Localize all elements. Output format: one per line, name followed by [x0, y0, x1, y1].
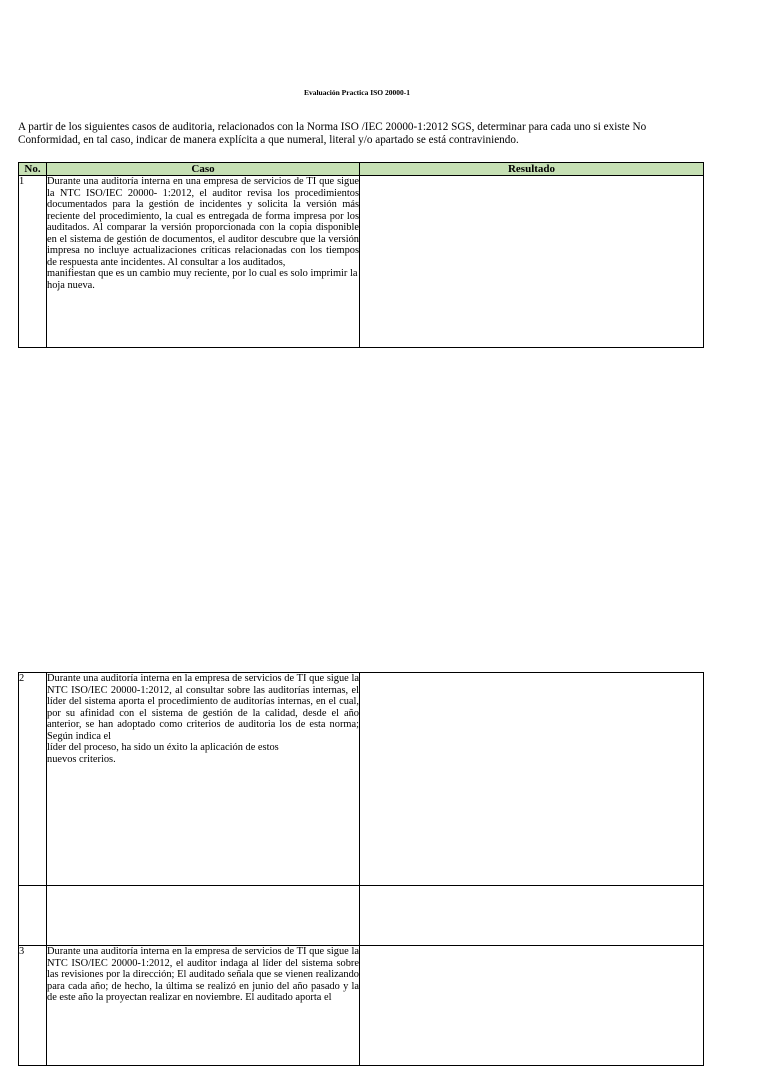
case-text-tail: manifiestan que es un cambio muy reciente, por lo cual es solo imprimir la hoja nueva. [47, 268, 358, 291]
intro-paragraph [18, 121, 708, 147]
table-header-row [19, 163, 704, 176]
table-row-empty [19, 886, 704, 946]
document-title: Evaluación Practica ISO 20000-1 [303, 88, 411, 97]
cases-table-continued [18, 672, 704, 1066]
result-cell[interactable] [360, 673, 704, 886]
case-number: 1 [19, 176, 47, 348]
case-text-body: Durante una auditoría interna en una empresa de servicios de TI que sigue la NTC ISO/IEC 20000- 1:2012, el auditor revisa los procedimientos documentados para la gestión de incidentes y solicita la versión más reciente del procedimiento, la cual es entregada de forma impresa por los auditados. Al comparar la versión proporcionada con la copia disponible en el sistema de gestión de documentos, el auditor descubre que la versión impresa no incluye actualizaciones críticas relacionadas con los tiempos de respuesta ante incidentes. Al consultar a los auditados, [47, 176, 359, 268]
case-number: 2 [19, 673, 47, 886]
table-row [19, 673, 704, 886]
header-resultado: Resultado [360, 163, 704, 176]
case-text-tail: nuevos criterios. [47, 753, 116, 765]
case-text-tail: líder del proceso, ha sido un éxito la aplicación de estos [47, 742, 279, 753]
empty-cell [19, 886, 47, 946]
cases-table [18, 162, 704, 348]
empty-cell [47, 886, 360, 946]
case-text [47, 673, 360, 886]
table-row [19, 176, 704, 348]
empty-result-cell[interactable] [360, 886, 704, 946]
result-cell[interactable] [360, 176, 704, 348]
case-text-body: Durante una auditoría interna en la empresa de servicios de TI que sigue la NTC ISO/IEC 20000-1:2012, al consultar sobre las auditorías internas, el líder del sistema aporta el procedimiento de auditorías internas, en el cual, por su afinidad con el sistema de gestión de la calidad, desde el año anterior, se han adoptado como criterios de auditoria los de esta norma; Según indica el [47, 673, 359, 742]
header-no: No. [19, 163, 47, 176]
header-caso: Caso [47, 163, 360, 176]
intro-line: A partir de los siguientes casos de auditoria, relacionados con la Norma ISO /IEC 20000-1:2012 SGS, determinar para cada uno si existe No [18, 121, 647, 133]
case-text [47, 176, 360, 348]
case-number: 3 [19, 946, 47, 1066]
table-row [19, 946, 704, 1066]
case-text [47, 946, 360, 1066]
case-text-body: Durante una auditoría interna en la empresa de servicios de TI que sigue la NTC ISO/IEC 20000-1:2012, el auditor indaga al líder del sistema sobre las revisiones por la dirección; El auditado señala que se vienen realizando para cada año; de hecho, la última se realizó en junio del año pasado y la de este año la proyectan realizar en noviembre. El auditado aporta el [47, 946, 359, 1003]
result-cell[interactable] [360, 946, 704, 1066]
intro-line: Conformidad, en tal caso, indicar de manera explícita a que numeral, literal y/o apartado se está contraviniendo. [18, 134, 519, 146]
